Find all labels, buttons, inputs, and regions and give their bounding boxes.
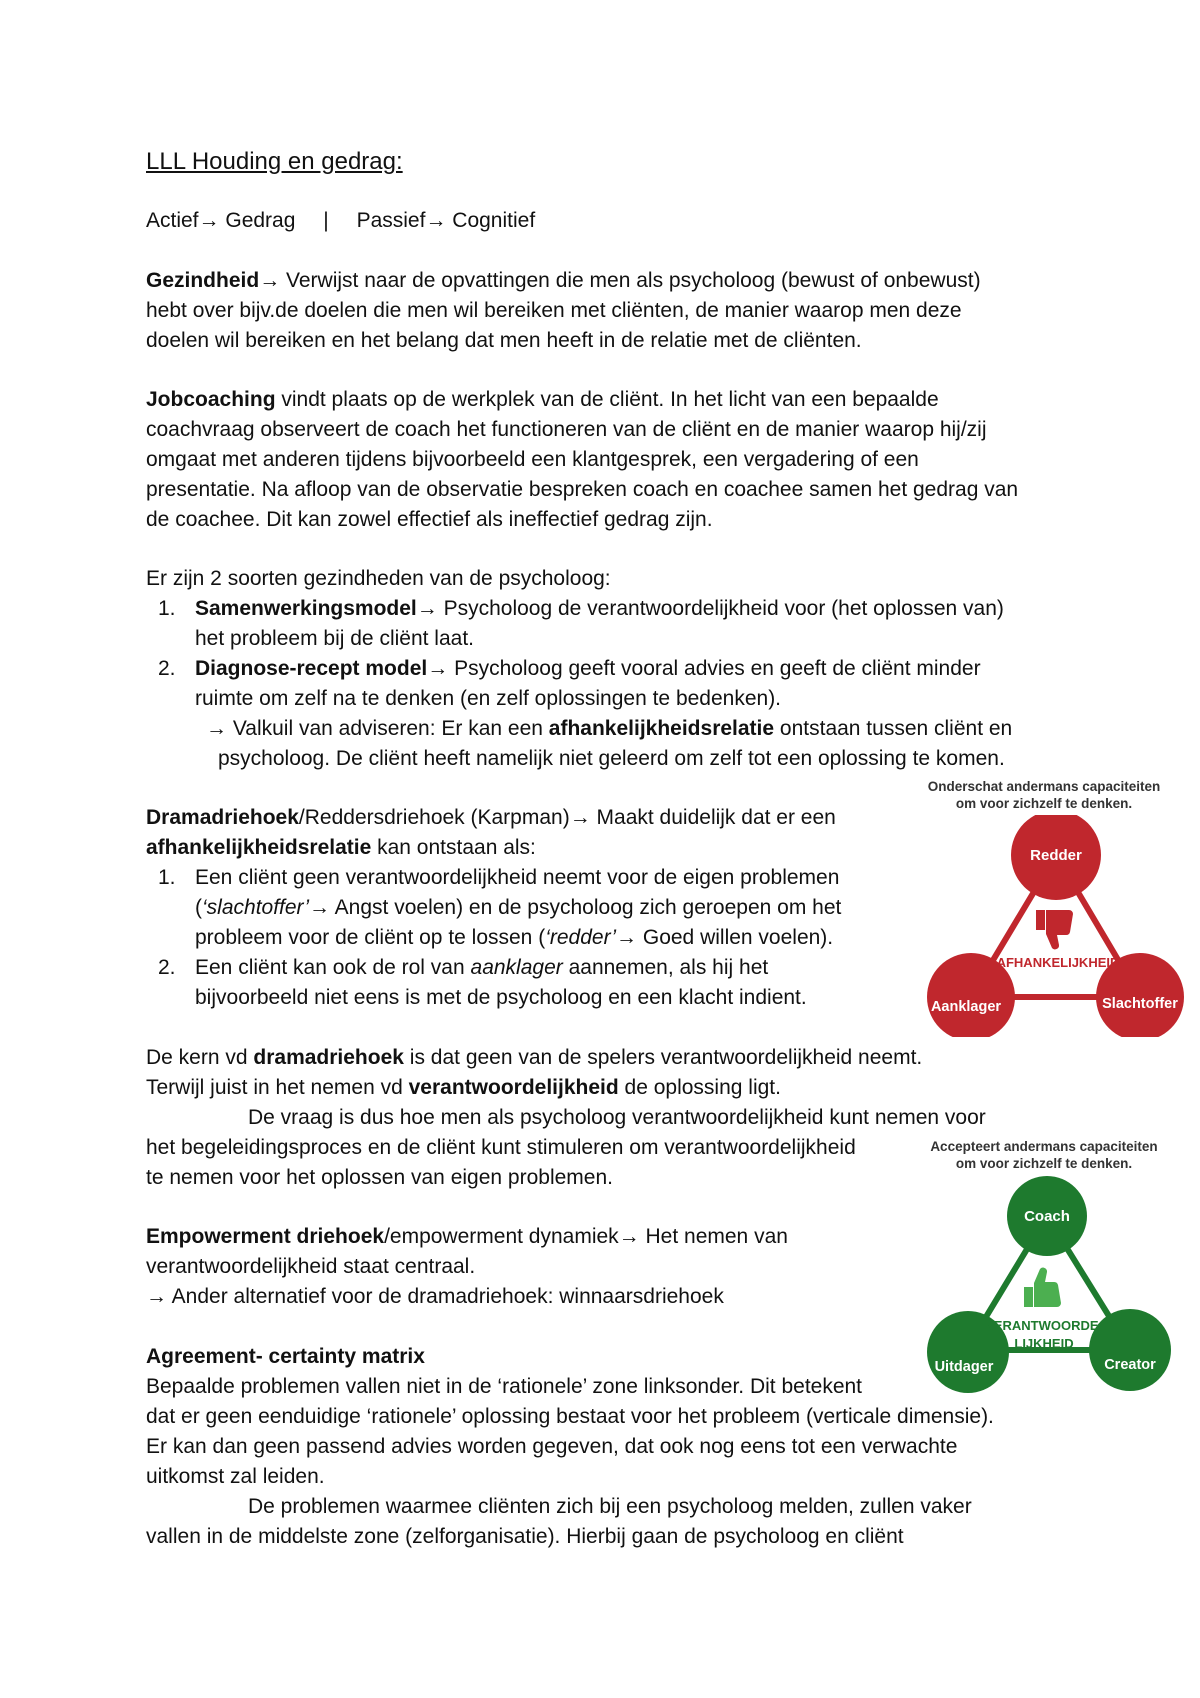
arrow-icon: → xyxy=(416,597,438,620)
agreement-line-1: Bepaalde problemen vallen niet in de ‘rationele’ zone linksonder. Dit betekent xyxy=(146,1375,863,1398)
list-item-cont: (‘slachtoffer’→ Angst voelen) en de psycholoog zich geroepen om het xyxy=(195,896,842,919)
agreement-line-4: uitkomst zal leiden. xyxy=(146,1465,325,1488)
node-label-creator: Creator xyxy=(1104,1357,1156,1373)
actief-label: Actief xyxy=(146,209,199,232)
arrow-icon: → xyxy=(259,269,281,292)
page-title: LLL Houding en gedrag: xyxy=(146,148,403,175)
center-label-lijkheid: LIJKHEID xyxy=(1014,1336,1074,1351)
term-gezindheid: Gezindheid xyxy=(146,269,260,292)
list-item-cont: bijvoorbeeld niet eens is met de psycholoog en een klacht indient. xyxy=(195,986,807,1009)
center-label-afhankelijkheid: AFHANKELIJKHEID xyxy=(996,955,1120,970)
term-samenwerkingsmodel: Samenwerkingsmodel xyxy=(195,597,417,620)
jobcoaching-line-1: Jobcoaching vindt plaats op de werkplek van de cliënt. In het licht van een bepaalde xyxy=(146,388,939,411)
node-label-aanklager: Aanklager xyxy=(930,999,1002,1015)
empowerment-triangle-figure xyxy=(924,1174,1188,1394)
empowerment-line-2: verantwoordelijkheid staat centraal. xyxy=(146,1255,476,1278)
list-item: Een cliënt kan ook de rol van aanklager aannemen, als hij het xyxy=(195,956,769,979)
center-label-verantwoorde: VERANTWOORDE- xyxy=(985,1318,1103,1333)
valkuil-line-1: → Valkuil van adviseren: Er kan een afhankelijkheidsrelatie ontstaan tussen cliënt en xyxy=(206,717,1013,740)
term-jobcoaching: Jobcoaching xyxy=(146,388,276,411)
list-number: 2. xyxy=(158,657,176,680)
list-number: 1. xyxy=(158,866,176,889)
gezindheid-line-2: hebt over bijv.de doelen die men wil bereiken met cliënten, de manier waarop men deze xyxy=(146,299,962,322)
list-item: Samenwerkingsmodel→ Psycholoog de verantwoordelijkheid voor (het oplossen van) xyxy=(195,597,1004,620)
empower-figure-caption: Accepteert andermans capaciteiten om voor zichzelf te denken. xyxy=(930,1139,1158,1171)
arrow-icon: → xyxy=(309,896,330,919)
agreement-heading: Agreement- certainty matrix xyxy=(146,1345,425,1368)
arrow-icon: → xyxy=(198,209,220,232)
node-label-redder: Redder xyxy=(1030,847,1082,864)
agreement-line-3: Er kan dan geen passend advies worden gegeven, dat ook nog eens tot een verwachte xyxy=(146,1435,958,1458)
gezindheid-line-1: Gezindheid→ Verwijst naar de opvattingen die men als psycholoog (bewust of onbewust) xyxy=(146,269,981,292)
node-label-uitdager: Uitdager xyxy=(934,1359,994,1375)
arrow-icon: → xyxy=(569,806,591,829)
kern-line-3: De vraag is dus hoe men als psycholoog verantwoordelijkheid kunt nemen voor xyxy=(248,1106,986,1129)
list-item-cont: probleem voor de cliënt op te lossen (‘redder’→ Goed willen voelen). xyxy=(195,926,834,949)
separator: | xyxy=(323,209,329,232)
kern-line-4: het begeleidingsproces en de cliënt kunt stimuleren om verantwoordelijkheid xyxy=(146,1136,856,1159)
arrow-icon: → xyxy=(425,209,447,232)
term-dramadriehoek: Dramadriehoek xyxy=(146,806,299,829)
arrow-icon: → xyxy=(427,657,449,680)
jobcoaching-line-3: omgaat met anderen tijdens bijvoorbeeld een klantgesprek, een vergadering of een xyxy=(146,448,919,471)
jobcoaching-line-4: presentatie. Na afloop van de observatie bespreken coach en coachee samen het gedrag van xyxy=(146,478,1019,501)
node-label-coach: Coach xyxy=(1024,1208,1070,1225)
list-item-cont: ruimte om zelf na te denken (en zelf oplossingen te bedenken). xyxy=(195,687,782,710)
soorten-intro: Er zijn 2 soorten gezindheden van de psycholoog: xyxy=(146,567,611,590)
thumbs-up-icon xyxy=(1024,1268,1061,1307)
gezindheid-line-3: doelen wil bereiken en het belang dat men heeft in de relatie met de cliënten. xyxy=(146,329,862,352)
kern-line-1: De kern vd dramadriehoek is dat geen van de spelers verantwoordelijkheid neemt. xyxy=(146,1046,923,1069)
agreement-line-6: vallen in de middelste zone (zelforganisatie). Hierbij gaan de psycholoog en cliënt xyxy=(146,1525,904,1548)
list-number: 1. xyxy=(158,597,176,620)
list-item: Een cliënt geen verantwoordelijkheid neemt voor de eigen problemen xyxy=(195,866,840,889)
valkuil-line-2: psycholoog. De cliënt heeft namelijk niet geleerd om zelf tot een oplossing te komen. xyxy=(218,747,1005,770)
list-item: Diagnose-recept model→ Psycholoog geeft vooral advies en geeft de cliënt minder xyxy=(195,657,981,680)
empowerment-line-3: → Ander alternatief voor de dramadriehoek: winnaarsdriehoek xyxy=(146,1285,724,1308)
node-label-slachtoffer: Slachtoffer xyxy=(1102,996,1178,1012)
drama-line-1: Dramadriehoek/Reddersdriehoek (Karpman)→ Maakt duidelijk dat er een xyxy=(146,806,836,829)
arrow-icon: → xyxy=(616,926,638,949)
kern-line-5: te nemen voor het oplossen van eigen problemen. xyxy=(146,1166,613,1189)
jobcoaching-line-2: coachvraag observeert de coach het functioneren van de cliënt en de manier waarop hij/zij xyxy=(146,418,987,441)
agreement-line-2: dat er geen eenduidige ‘rationele’ oplossing bestaat voor het probleem (verticale dimensie). xyxy=(146,1405,994,1428)
term-empowerment: Empowerment driehoek xyxy=(146,1225,385,1248)
arrow-icon: → xyxy=(206,717,227,740)
list-number: 2. xyxy=(158,956,176,979)
drama-figure-caption: Onderschat andermans capaciteiten om voor zichzelf te denken. xyxy=(927,779,1161,811)
agreement-line-5: De problemen waarmee cliënten zich bij een psycholoog melden, zullen vaker xyxy=(248,1495,972,1518)
jobcoaching-line-5: de coachee. Dit kan zowel effectief als ineffectief gedrag zijn. xyxy=(146,508,713,531)
drama-line-2: afhankelijkheidsrelatie kan ontstaan als: xyxy=(146,836,536,859)
kern-line-2: Terwijl juist in het nemen vd verantwoordelijkheid de oplossing ligt. xyxy=(146,1076,781,1099)
drama-triangle-figure xyxy=(924,815,1188,1037)
term-diagnose-recept: Diagnose-recept model xyxy=(195,657,428,680)
arrow-icon: → xyxy=(146,1285,167,1308)
empowerment-line-1: Empowerment driehoek/empowerment dynamiek→ Het nemen van xyxy=(146,1225,788,1248)
arrow-icon: → xyxy=(618,1225,640,1248)
actief-passief-line: Actief→ Gedrag | Passief→ Cognitief xyxy=(146,209,536,232)
list-item-cont: het probleem bij de cliënt laat. xyxy=(195,627,474,650)
thumbs-down-icon xyxy=(1036,910,1073,949)
